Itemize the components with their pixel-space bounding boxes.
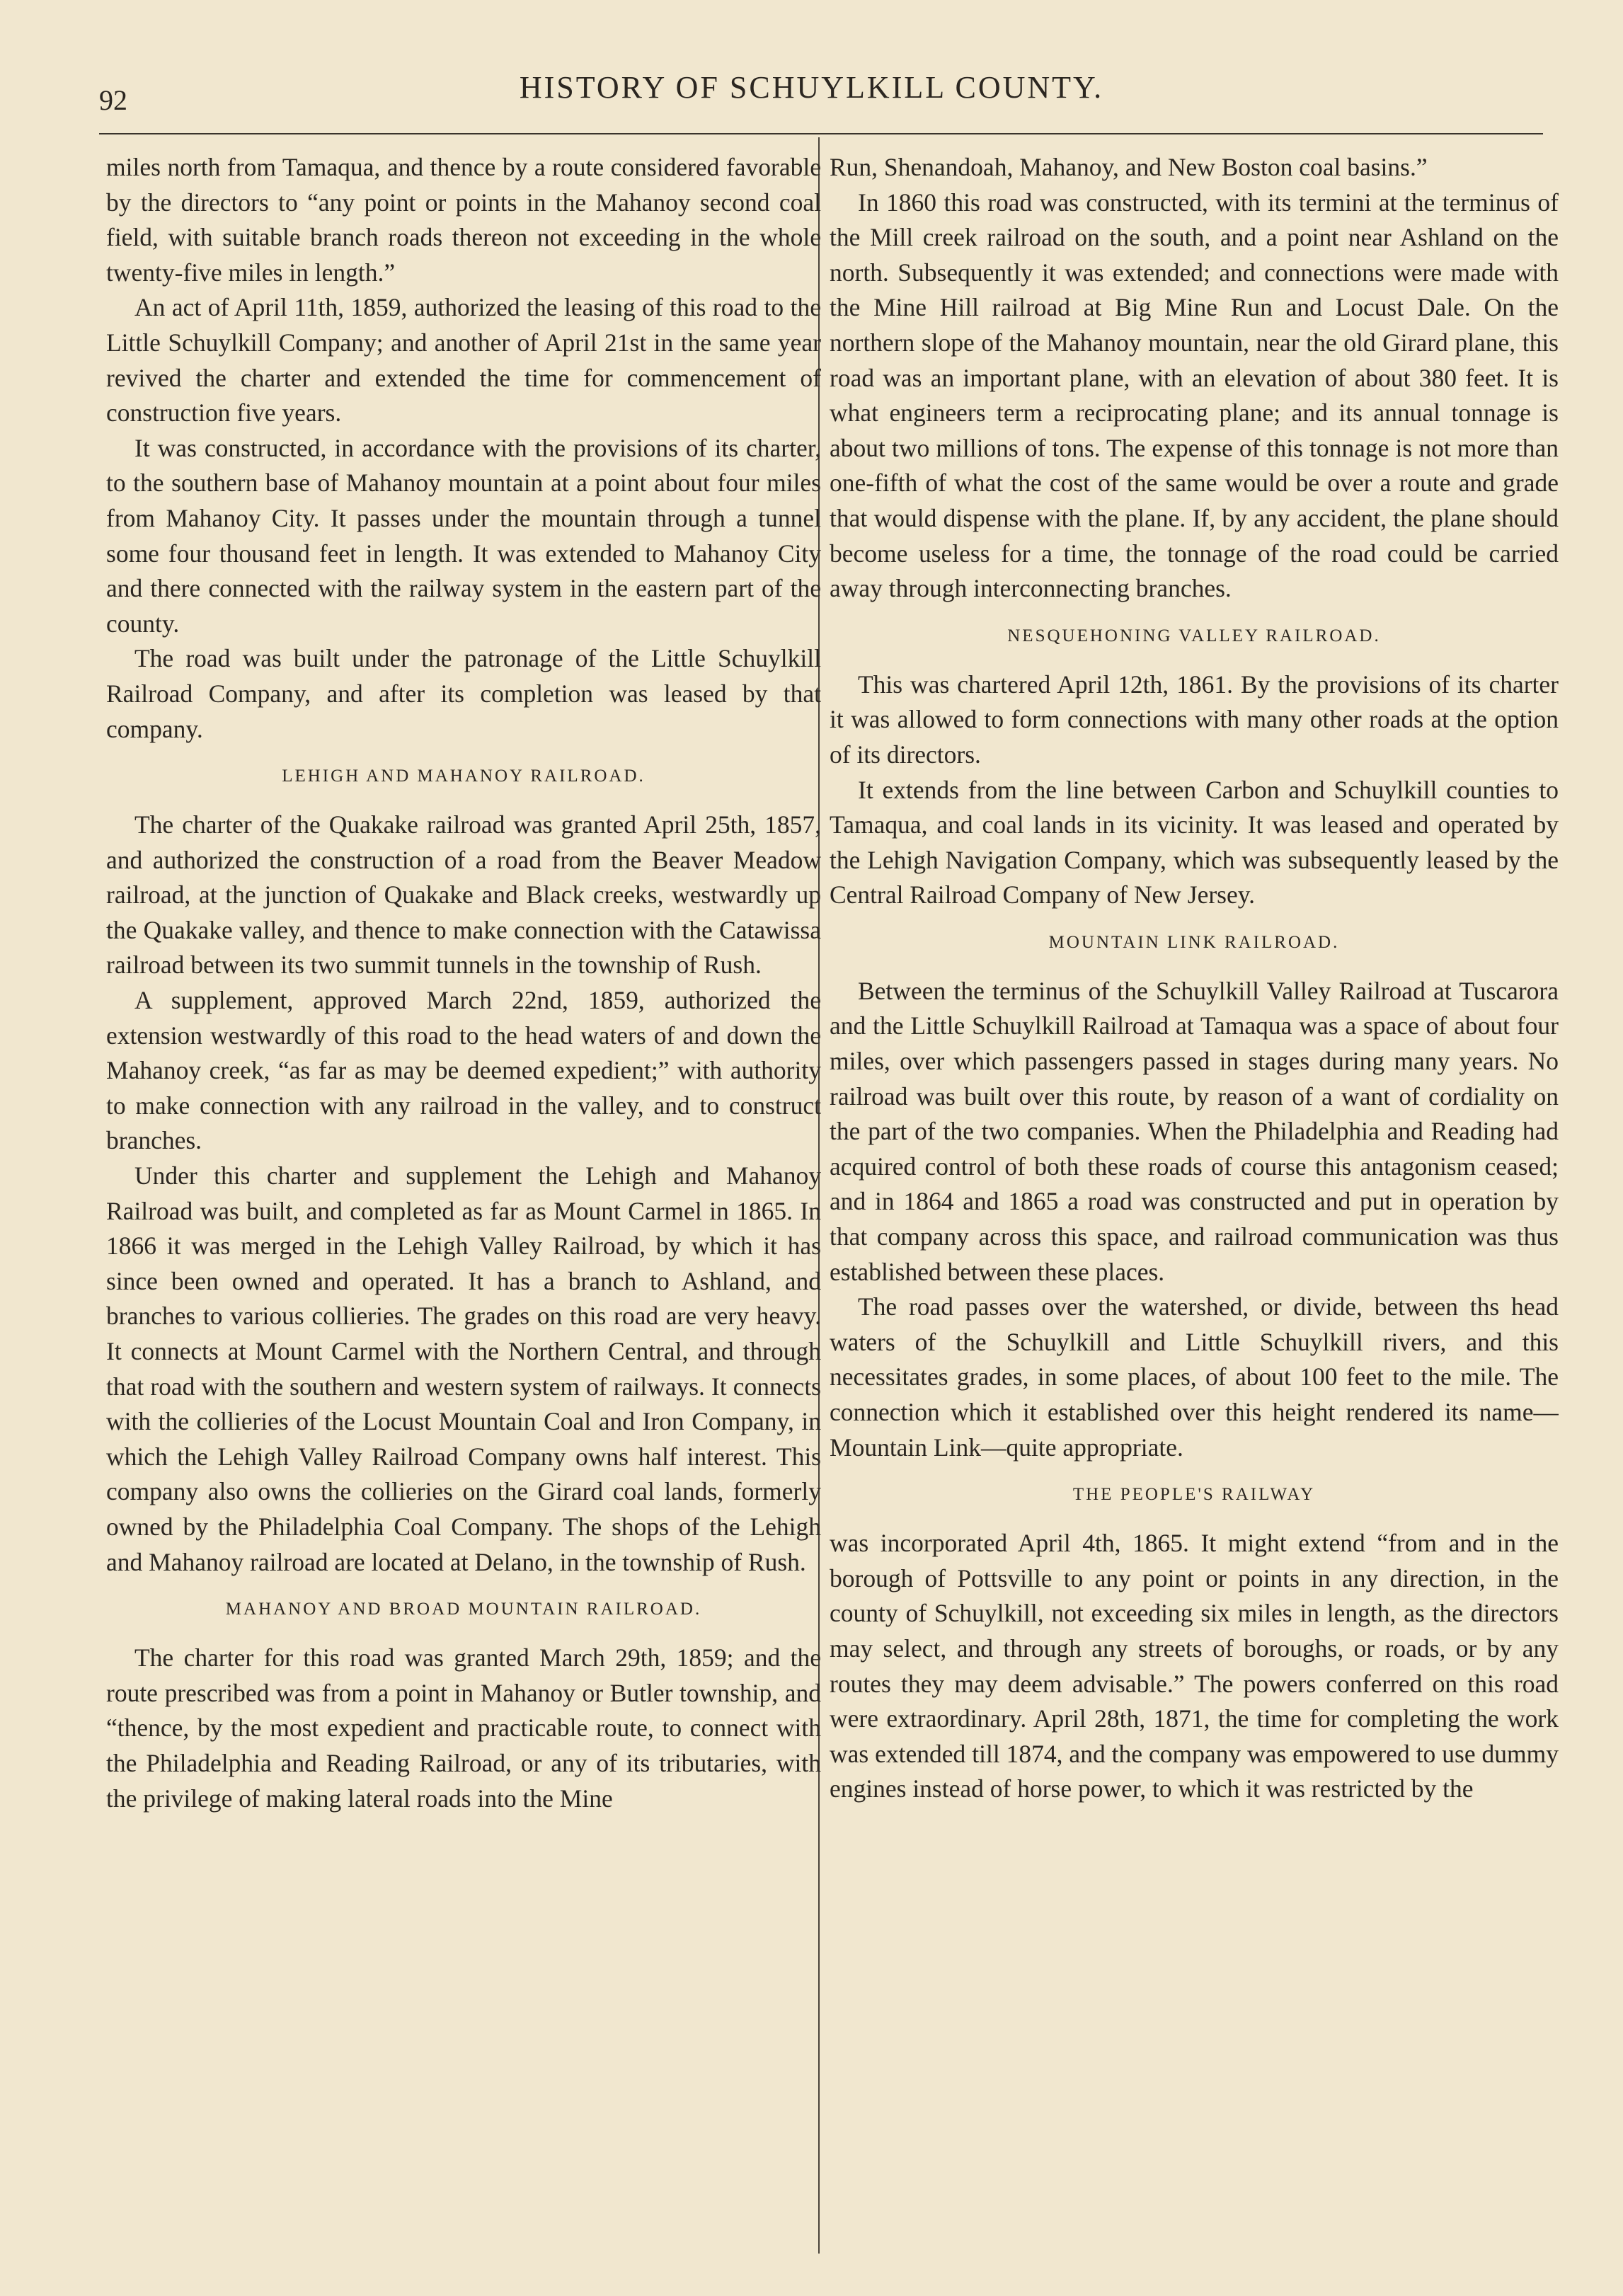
section-heading-mountain-link: MOUNTAIN LINK RAILROAD. <box>1048 932 1340 952</box>
paragraph: The charter of the Quakake railroad was granted April 25th, 1857, and authorized the construction of a road from the Beaver Meadow railroad, at the junction of Quakake and Black creeks, westwardly up the Quakake valley, and thence to make connection with the Catawissa railroad between its two summit tunnels in the township of Rush. <box>106 810 821 980</box>
paragraph: miles north from Tamaqua, and thence by a route considered favorable by the directors to “any point or points in the Mahanoy second coal field, with suitable branch roads thereon not exceeding in the whole twenty-five miles in length.” <box>106 153 821 287</box>
paragraph: The road passes over the watershed, or divide, between ths head waters of the Schuylkill and Little Schuylkill rivers, and this necessitates grades, in some places, of about 100 feet to the mile. The connection which it established over this height rendered its name—Mountain Link—quite appropriate. <box>830 1292 1559 1462</box>
header-rule <box>99 133 1543 134</box>
left-column <box>106 150 821 2259</box>
running-head: HISTORY OF SCHUYLKILL COUNTY. <box>519 70 1104 105</box>
section-heading-lehigh-mahanoy: LEHIGH AND MAHANOY RAILROAD. <box>282 767 646 786</box>
paragraph: A supplement, approved March 22nd, 1859, authorized the extension westwardly of this road to the head waters of and down the Mahanoy creek, “as far as may be deemed expedient;” with authority to make connection with any railroad in the valley, and to construct branches. <box>106 986 821 1155</box>
paragraph: Between the terminus of the Schuylkill Valley Railroad at Tuscarora and the Little Schuylkill Railroad at Tamaqua was a space of about four miles, over which passengers passed in stages during many years. No railroad was built over this route, by reason of a want of cordiality on the part of the two companies. When the Philadelphia and Reading had acquired control of both these roads of course this antagonism ceased; and in 1864 and 1865 a road was constructed and put in operation by that company across this space, and railroad communication was thus established between these places. <box>830 976 1559 1286</box>
page-number: 92 <box>99 84 127 116</box>
section-heading-mahanoy-broad-mountain: MAHANOY AND BROAD MOUNTAIN RAILROAD. <box>225 1600 702 1619</box>
paragraph: This was chartered April 12th, 1861. By the provisions of its charter it was allowed to form connections with many other roads at the option of its directors. <box>830 670 1559 769</box>
paragraph: The charter for this road was granted March 29th, 1859; and the route prescribed was from a point in Mahanoy or Butler township, and “thence, by the most expedient and practicable route, to connect with the Philadelphia and Reading Railroad, or any of its tributaries, with the privilege of making lateral roads into the Mine <box>106 1643 821 1813</box>
section-heading-nesquehoning-valley: NESQUEHONING VALLEY RAILROAD. <box>1007 626 1381 645</box>
paragraph: Under this charter and supplement the Lehigh and Mahanoy Railroad was built, and completed as far as Mount Carmel in 1865. In 1866 it was merged in the Lehigh Valley Railroad, by which it has since been owned and operated. It has a branch to Ashland, and branches to various collieries. The grades on this road are very heavy. It connects at Mount Carmel with the Northern Central, and through that road with the southern and western system of railways. It connects with the collieries of the Locust Mountain Coal and Iron Company, in which the Lehigh Valley Railroad Company owns half interest. This company also owns the collieries on the Girard coal lands, formerly owned by the Philadelphia Coal Company. The shops of the Lehigh and Mahanoy railroad are located at Delano, in the township of Rush. <box>106 1161 821 1576</box>
paragraph: It was constructed, in accordance with the provisions of its charter, to the southern base of Mahanoy mountain at a point about four miles from Mahanoy City. It passes under the mountain through a tunnel some four thousand feet in length. It was extended to Mahanoy City and there connected with the railway system in the eastern part of the county. <box>106 433 821 638</box>
paragraph: An act of April 11th, 1859, authorized the leasing of this road to the Little Schuylkill Company; and another of April 21st in the same year revived the charter and extended the time for commencement of construction five years. <box>106 293 821 427</box>
paragraph: It extends from the line between Carbon and Schuylkill counties to Tamaqua, and coal lands in its vicinity. It was leased and operated by the Lehigh Navigation Company, which was subsequently leased by the Central Railroad Company of New Jersey. <box>830 775 1559 909</box>
paragraph: In 1860 this road was constructed, with its termini at the terminus of the Mill creek railroad on the south, and a point near Ashland on the north. Subsequently it was extended; and connections were made with the Mine Hill railroad at Big Mine Run and Locust Dale. On the northern slope of the Mahanoy mountain, near the old Girard plane, this road was an important plane, with an elevation of about 380 feet. It is what engineers term a reciprocating plane; and its annual tonnage is about two millions of tons. The expense of this tonnage is not more than one-fifth of what the cost of the same would be over a route and grade that would dispense with the plane. If, by any accident, the plane should become useless for a time, the tonnage of the road could be carried away through interconnecting branches. <box>830 188 1559 603</box>
paragraph: Run, Shenandoah, Mahanoy, and New Boston coal basins.” <box>830 153 1428 181</box>
right-column <box>830 150 1559 2259</box>
section-heading-peoples-railway: THE PEOPLE'S RAILWAY <box>1072 1485 1316 1505</box>
paragraph: The road was built under the patronage of the Little Schuylkill Railroad Company, and after its completion was leased by that company. <box>106 644 821 743</box>
paragraph: was incorporated April 4th, 1865. It might extend “from and in the borough of Pottsville to any point or points in any direction, in the county of Schuylkill, not exceeding six miles in length, as the directors may select, and through any streets of boroughs, or roads, or by any routes they may deem advisable.” The powers conferred on this road were extraordinary. April 28th, 1871, the time for completing the work was extended till 1874, and the company was empowered to use dummy engines instead of horse power, to which it was restricted by the <box>830 1529 1559 1803</box>
